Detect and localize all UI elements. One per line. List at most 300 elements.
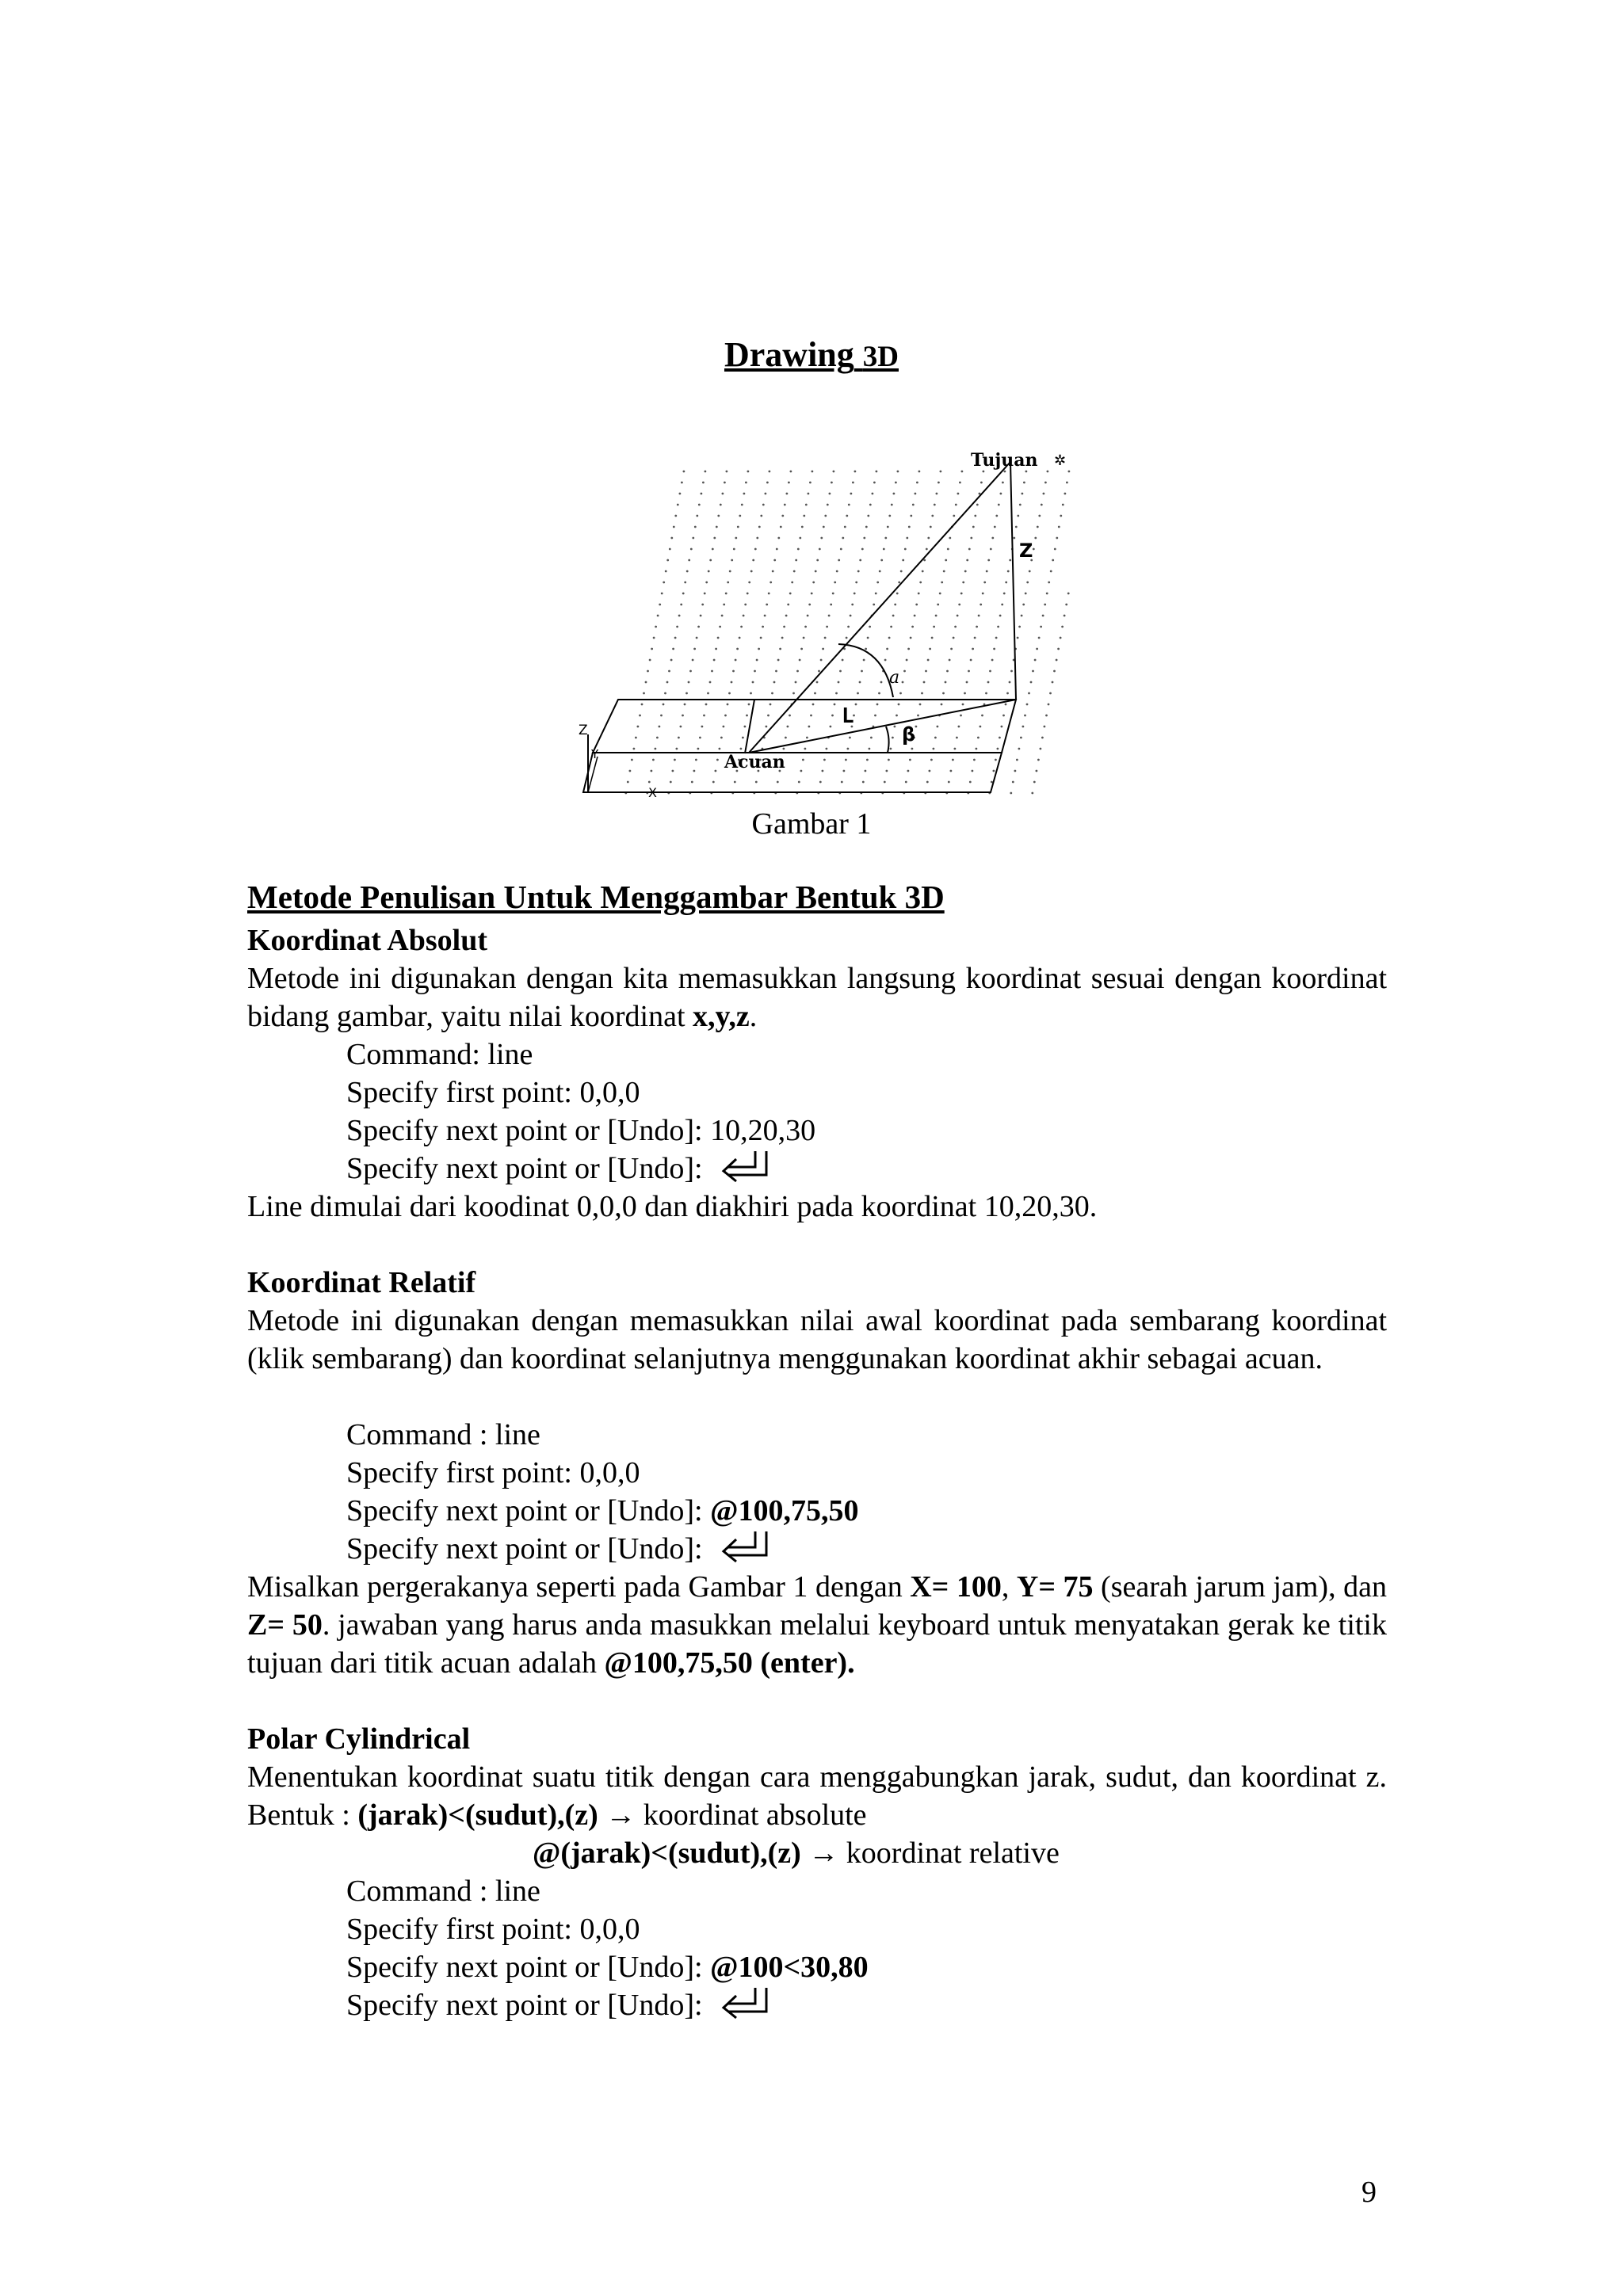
figure-caption: Gambar 1 bbox=[751, 807, 872, 841]
grid-dot bbox=[1014, 770, 1017, 772]
grid-dot bbox=[723, 604, 725, 606]
polar-intro-text: Menentukan koordinat suatu titik dengan cara menggabungkan jarak, sudut, dan koordinat z. Bentuk : bbox=[247, 1760, 1387, 1832]
grid-dot bbox=[834, 704, 836, 706]
grid-dot bbox=[930, 759, 933, 761]
grid-dot bbox=[934, 504, 936, 506]
grid-dot bbox=[911, 748, 914, 750]
grid-dot bbox=[898, 704, 900, 706]
grid-dot bbox=[983, 582, 986, 584]
grid-dot bbox=[987, 559, 990, 562]
grid-dot bbox=[748, 582, 750, 584]
grid-dot bbox=[980, 726, 982, 728]
grid-dot bbox=[676, 626, 678, 628]
grid-dot bbox=[720, 504, 722, 506]
grid-dot bbox=[750, 570, 753, 573]
grid-dot bbox=[995, 637, 998, 639]
grid-dot bbox=[747, 471, 750, 473]
grid-dot bbox=[911, 626, 914, 628]
grid-dot bbox=[993, 648, 995, 650]
grid-dot bbox=[769, 471, 771, 473]
grid-dot bbox=[1002, 482, 1004, 484]
grid-dot bbox=[773, 559, 776, 562]
grid-dot bbox=[1038, 515, 1041, 517]
grid-dot bbox=[762, 626, 764, 628]
grid-dot bbox=[688, 559, 690, 562]
grid-dot bbox=[887, 526, 889, 528]
grid-dot bbox=[719, 748, 721, 750]
grid-dot bbox=[777, 781, 779, 784]
grid-dot bbox=[740, 626, 743, 628]
grid-dot bbox=[724, 715, 727, 717]
grid-dot bbox=[855, 704, 857, 706]
grid-dot bbox=[974, 637, 976, 639]
grid-dot bbox=[918, 471, 921, 473]
grid-dot bbox=[842, 659, 844, 662]
grid-dot bbox=[656, 737, 659, 739]
grid-dot bbox=[816, 559, 819, 562]
label-axis-x: X bbox=[648, 785, 657, 800]
grid-dot bbox=[925, 670, 927, 673]
grid-dot bbox=[907, 648, 910, 650]
arc-beta bbox=[886, 727, 889, 753]
grid-dot bbox=[733, 548, 735, 551]
grid-dot bbox=[931, 637, 934, 639]
grid-dot bbox=[701, 493, 703, 495]
grid-dot bbox=[696, 637, 698, 639]
grid-dot bbox=[801, 526, 804, 528]
grid-dot bbox=[936, 493, 938, 495]
grid-dot bbox=[948, 781, 950, 784]
grid-dot bbox=[812, 704, 815, 706]
grid-dot bbox=[847, 748, 850, 750]
grid-dot bbox=[791, 582, 793, 584]
grid-dot bbox=[649, 659, 651, 662]
absolut-cmd-1: Command: line bbox=[346, 1038, 533, 1071]
grid-dot bbox=[939, 593, 941, 595]
grid-dot bbox=[712, 781, 715, 784]
grid-dot bbox=[995, 759, 997, 761]
grid-dot bbox=[933, 748, 935, 750]
grid-dot bbox=[970, 537, 972, 540]
grid-dot bbox=[969, 781, 972, 784]
grid-dot bbox=[1013, 537, 1015, 540]
grid-dot bbox=[896, 715, 898, 717]
grid-dot bbox=[872, 493, 874, 495]
relatif-cmd-4 bbox=[247, 1530, 1486, 1568]
grid-dot bbox=[830, 604, 832, 606]
grid-dot bbox=[744, 726, 747, 728]
grid-dot bbox=[709, 681, 712, 684]
relatif-cmd-3-bold: @100,75,50 bbox=[710, 1494, 859, 1527]
grid-dot bbox=[949, 537, 951, 540]
grid-dot bbox=[844, 526, 846, 528]
grid-dot bbox=[1052, 559, 1054, 562]
grid-dot bbox=[964, 570, 967, 573]
grid-dot bbox=[777, 537, 780, 540]
title-suffix: 3D bbox=[862, 341, 899, 373]
grid-dot bbox=[641, 704, 643, 706]
grid-dot bbox=[1007, 570, 1010, 573]
grid-dot bbox=[892, 615, 895, 617]
grid-dot bbox=[766, 604, 768, 606]
grid-dot bbox=[991, 781, 993, 784]
grid-dot bbox=[981, 715, 983, 717]
grid-dot bbox=[754, 548, 757, 551]
grid-dot bbox=[766, 726, 768, 728]
grid-dot bbox=[899, 692, 902, 695]
grid-dot bbox=[993, 770, 995, 772]
grid-dot bbox=[1041, 504, 1043, 506]
grid-dot bbox=[861, 670, 863, 673]
grid-dot bbox=[874, 715, 876, 717]
label-alpha: a bbox=[889, 668, 900, 688]
grid-dot bbox=[888, 637, 891, 639]
grid-dot bbox=[838, 681, 840, 684]
grid-dot bbox=[897, 471, 899, 473]
arrow-right-icon: → bbox=[800, 1836, 846, 1870]
grid-dot bbox=[946, 670, 949, 673]
grid-dot bbox=[1010, 670, 1013, 673]
grid-dot bbox=[808, 604, 811, 606]
grid-dot bbox=[744, 604, 747, 606]
grid-dot bbox=[659, 604, 661, 606]
grid-dot bbox=[715, 770, 717, 772]
grid-dot bbox=[697, 626, 700, 628]
relatif-answer: @100,75,50 (enter). bbox=[604, 1646, 855, 1680]
grid-dot bbox=[869, 626, 871, 628]
grid-dot bbox=[739, 515, 741, 517]
grid-dot bbox=[855, 582, 857, 584]
grid-dot bbox=[1048, 704, 1050, 706]
grid-dot bbox=[990, 548, 992, 551]
polar-form-2: @(jarak)<(sudut),(z) bbox=[533, 1836, 801, 1870]
grid-dot bbox=[1012, 781, 1014, 784]
relatif-cmd-3-text: Specify next point or [Undo]: bbox=[346, 1494, 711, 1527]
grid-dot bbox=[949, 659, 951, 662]
grid-dot bbox=[680, 604, 682, 606]
relatif-cmd-3 bbox=[247, 1492, 1486, 1530]
grid-dot bbox=[972, 770, 974, 772]
grid-dot bbox=[788, 482, 790, 484]
grid-dot bbox=[1058, 526, 1060, 528]
grid-dot bbox=[677, 504, 679, 506]
grid-dot bbox=[663, 704, 665, 706]
grid-dot bbox=[735, 537, 737, 540]
grid-dot bbox=[719, 626, 721, 628]
grid-dot bbox=[997, 748, 999, 750]
grid-dot bbox=[674, 759, 676, 761]
grid-dot bbox=[762, 504, 765, 506]
grid-dot bbox=[1060, 637, 1062, 639]
grid-dot bbox=[1029, 570, 1031, 573]
grid-dot bbox=[681, 482, 683, 484]
grid-dot bbox=[1032, 670, 1034, 673]
grid-dot bbox=[727, 582, 729, 584]
grid-dot bbox=[989, 670, 991, 673]
grid-dot bbox=[957, 615, 959, 617]
grid-dot bbox=[672, 648, 674, 650]
grid-dot bbox=[766, 482, 769, 484]
grid-dot bbox=[983, 471, 985, 473]
grid-dot bbox=[1068, 471, 1071, 473]
grid-dot bbox=[1033, 781, 1036, 784]
grid-dot bbox=[970, 659, 972, 662]
grid-dot bbox=[954, 626, 957, 628]
grid-dot bbox=[1019, 504, 1022, 506]
grid-dot bbox=[820, 537, 823, 540]
grid-dot bbox=[875, 593, 877, 595]
grid-dot bbox=[935, 615, 938, 617]
target-marker-icon: ✲ bbox=[1054, 452, 1067, 469]
grid-dot bbox=[771, 692, 773, 695]
grid-dot bbox=[758, 526, 761, 528]
grid-dot bbox=[767, 715, 769, 717]
grid-dot bbox=[803, 637, 805, 639]
grid-dot bbox=[1005, 704, 1007, 706]
grid-dot bbox=[1048, 582, 1050, 584]
grid-dot bbox=[785, 615, 788, 617]
grid-dot bbox=[869, 748, 871, 750]
grid-dot bbox=[633, 748, 636, 750]
grid-dot bbox=[909, 759, 911, 761]
grid-dot bbox=[1065, 604, 1067, 606]
grid-dot bbox=[661, 593, 663, 595]
grid-dot bbox=[752, 681, 754, 684]
grid-dot bbox=[684, 704, 686, 706]
grid-dot bbox=[966, 559, 968, 562]
grid-dot bbox=[890, 626, 892, 628]
grid-dot bbox=[655, 748, 657, 750]
grid-dot bbox=[905, 781, 907, 784]
grid-dot bbox=[994, 526, 996, 528]
grid-dot bbox=[786, 493, 789, 495]
grid-dot bbox=[893, 493, 896, 495]
grid-dot bbox=[756, 659, 758, 662]
grid-dot bbox=[657, 615, 659, 617]
grid-dot bbox=[1003, 593, 1006, 595]
grid-dot bbox=[859, 559, 861, 562]
grid-dot bbox=[941, 582, 943, 584]
grid-dot bbox=[823, 759, 826, 761]
grid-dot bbox=[769, 582, 772, 584]
label-z-vertical: Z bbox=[1019, 540, 1033, 562]
relatif-p3: . jawaban yang harus anda masukkan melalui keyboard untuk menyatakan gerak ke titik tujuan dari titik acuan adalah bbox=[247, 1608, 1387, 1680]
plane-edge bbox=[745, 700, 754, 753]
grid-dot bbox=[991, 537, 994, 540]
grid-dot bbox=[827, 504, 829, 506]
grid-dot bbox=[701, 604, 704, 606]
grid-dot bbox=[931, 515, 934, 517]
line-z bbox=[1010, 462, 1016, 700]
figure-3d-diagram bbox=[571, 440, 1078, 804]
grid-dot bbox=[910, 637, 912, 639]
grid-dot bbox=[670, 781, 672, 784]
grid-dot bbox=[826, 748, 828, 750]
grid-dot bbox=[888, 759, 890, 761]
grid-dot bbox=[716, 526, 718, 528]
grid-dot bbox=[937, 604, 939, 606]
grid-dot bbox=[941, 704, 943, 706]
grid-dot bbox=[689, 670, 692, 673]
grid-dot bbox=[876, 582, 879, 584]
grid-dot bbox=[838, 559, 840, 562]
grid-dot bbox=[1036, 648, 1038, 650]
grid-dot bbox=[822, 648, 824, 650]
absolut-intro-bold: x,y,z bbox=[693, 1000, 750, 1033]
grid-dot bbox=[955, 504, 957, 506]
grid-dot bbox=[917, 715, 919, 717]
grid-dot bbox=[1034, 659, 1037, 662]
grid-dot bbox=[938, 482, 940, 484]
grid-dot bbox=[831, 482, 833, 484]
grid-dot bbox=[850, 493, 853, 495]
grid-dot bbox=[888, 515, 891, 517]
relatif-cmd-4-text: Specify next point or [Undo]: bbox=[346, 1532, 703, 1566]
grid-dot bbox=[884, 781, 886, 784]
grid-dot bbox=[1052, 681, 1054, 684]
enter-key-icon bbox=[720, 1150, 771, 1183]
section-heading: Metode Penulisan Untuk Menggambar Bentuk 3D bbox=[247, 879, 945, 915]
grid-dot bbox=[674, 637, 677, 639]
grid-dot bbox=[906, 659, 908, 662]
absolut-intro bbox=[247, 959, 1387, 1035]
grid-dot bbox=[653, 637, 655, 639]
grid-dot bbox=[682, 593, 685, 595]
grid-dot bbox=[795, 681, 797, 684]
grid-dot bbox=[1009, 559, 1011, 562]
grid-dot bbox=[745, 482, 747, 484]
grid-dot bbox=[736, 648, 739, 650]
grid-dot bbox=[945, 681, 947, 684]
grid-dot bbox=[692, 537, 694, 540]
grid-dot bbox=[1056, 659, 1058, 662]
grid-dot bbox=[1025, 471, 1028, 473]
grid-dot bbox=[962, 704, 964, 706]
grid-dot bbox=[775, 670, 777, 673]
grid-dot bbox=[1004, 471, 1006, 473]
grid-dot bbox=[843, 770, 846, 772]
grid-dot bbox=[1022, 493, 1024, 495]
grid-dot bbox=[678, 615, 681, 617]
label-L: L bbox=[842, 704, 854, 728]
grid-dot bbox=[834, 582, 836, 584]
grid-dot bbox=[746, 715, 748, 717]
grid-dot bbox=[1017, 637, 1019, 639]
grid-dot bbox=[867, 637, 869, 639]
grid-dot bbox=[832, 593, 834, 595]
grid-dot bbox=[960, 715, 962, 717]
axis-y-line bbox=[588, 757, 598, 792]
grid-dot bbox=[811, 593, 813, 595]
grid-dot bbox=[635, 737, 637, 739]
grid-dot bbox=[929, 648, 931, 650]
label-acuan: Acuan bbox=[724, 752, 785, 772]
grid-dot bbox=[1040, 748, 1042, 750]
grid-dot bbox=[852, 482, 854, 484]
grid-dot bbox=[1030, 681, 1033, 684]
grid-dot bbox=[819, 781, 822, 784]
absolut-cmd-4 bbox=[247, 1150, 1486, 1188]
grid-dot bbox=[974, 515, 976, 517]
grid-dot bbox=[1000, 493, 1002, 495]
relatif-cmd-1: Command : line bbox=[346, 1418, 540, 1451]
relatif-explanation bbox=[247, 1568, 1387, 1682]
grid-dot bbox=[1046, 593, 1048, 595]
grid-dot bbox=[1001, 726, 1003, 728]
grid-dot bbox=[900, 570, 903, 573]
grid-dot bbox=[686, 570, 689, 573]
grid-dot bbox=[840, 548, 842, 551]
grid-dot bbox=[715, 648, 717, 650]
grid-dot bbox=[1060, 515, 1062, 517]
grid-dot bbox=[1009, 681, 1011, 684]
grid-dot bbox=[857, 570, 860, 573]
grid-dot bbox=[802, 759, 804, 761]
grid-dot bbox=[1057, 648, 1060, 650]
grid-dot bbox=[742, 737, 744, 739]
grid-dot bbox=[1020, 737, 1022, 739]
grid-dot bbox=[676, 748, 678, 750]
grid-dot bbox=[643, 692, 645, 695]
polar-form-2-label: koordinat relative bbox=[846, 1836, 1060, 1870]
grid-dot bbox=[674, 515, 677, 517]
grid-dot bbox=[865, 770, 867, 772]
grid-dot bbox=[816, 681, 819, 684]
grid-dot bbox=[1050, 570, 1052, 573]
grid-dot bbox=[670, 659, 673, 662]
grid-dot bbox=[700, 615, 702, 617]
grid-dot bbox=[723, 726, 725, 728]
grid-dot bbox=[705, 582, 708, 584]
grid-dot bbox=[934, 737, 937, 739]
grid-dot bbox=[884, 537, 887, 540]
grid-dot bbox=[912, 504, 915, 506]
grid-dot bbox=[873, 604, 875, 606]
grid-dot bbox=[704, 593, 706, 595]
grid-dot bbox=[964, 692, 966, 695]
grid-dot bbox=[980, 482, 983, 484]
grid-dot bbox=[731, 681, 733, 684]
grid-dot bbox=[799, 659, 801, 662]
grid-dot bbox=[927, 659, 930, 662]
grid-dot bbox=[800, 770, 803, 772]
grid-dot bbox=[693, 770, 696, 772]
grid-dot bbox=[862, 781, 865, 784]
grid-dot bbox=[966, 681, 968, 684]
polar-cmd-4 bbox=[247, 1986, 1486, 2024]
grid-dot bbox=[1047, 471, 1049, 473]
grid-dot bbox=[1026, 704, 1029, 706]
grid-dot bbox=[1053, 670, 1056, 673]
grid-dot bbox=[842, 537, 844, 540]
grid-dot bbox=[1018, 748, 1021, 750]
grid-dot bbox=[680, 726, 682, 728]
grid-dot bbox=[720, 737, 723, 739]
grid-dot bbox=[1064, 615, 1066, 617]
grid-dot bbox=[729, 570, 731, 573]
grid-dot bbox=[919, 582, 922, 584]
grid-dot bbox=[796, 670, 799, 673]
grid-dot bbox=[1054, 548, 1056, 551]
absolut-intro-text: Metode ini digunakan dengan kita memasukkan langsung koordinat sesuai dengan koordinat bidang gambar, yaitu nilai koordinat bbox=[247, 962, 1387, 1033]
grid-dot bbox=[793, 570, 796, 573]
grid-dot bbox=[659, 726, 661, 728]
absolut-heading: Koordinat Absolut bbox=[247, 924, 488, 957]
grid-dot bbox=[684, 582, 686, 584]
grid-dot bbox=[950, 648, 953, 650]
grid-dot bbox=[812, 582, 815, 584]
grid-dot bbox=[910, 515, 912, 517]
